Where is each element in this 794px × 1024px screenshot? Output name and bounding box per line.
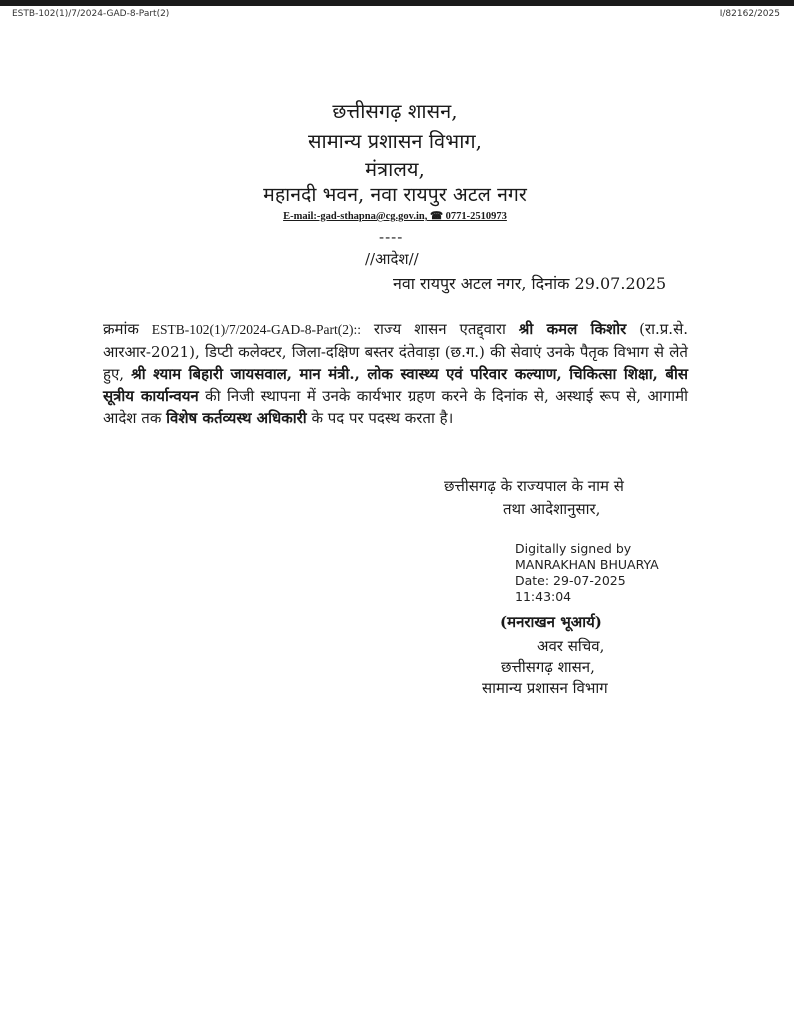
body-text-1: राज्य शासन एतद्द्वारा [361,320,519,338]
post-title: विशेष कर्तव्यस्थ अधिकारी [166,409,307,427]
top-border [0,0,794,6]
signatory-department: सामान्य प्रशासन विभाग [482,679,608,697]
digital-signature-date: Date: 29-07-2025 [515,573,626,588]
officer-name: श्री कमल किशोर [518,320,627,338]
reference-number-right: I/82162/2025 [719,9,780,19]
body-text-4: के पद पर पदस्थ करता है। [306,409,454,427]
place-and-date: नवा रायपुर अटल नगर, दिनांक 29.07.2025 [393,274,667,293]
order-number: ESTB-102(1)/7/2024-GAD-8-Part(2):: [151,322,362,337]
minister-details: श्री श्याम बिहारी जायसवाल, मान मंत्री., लोक स्वास्थ्य एवं परिवार कल्याण, चिकित्सा शिक्षा, बीस सूत्रीय कार्यान्वयन [103,365,688,405]
digital-signature-time: 11:43:04 [515,589,572,604]
kramank-label: क्रमांक [103,320,139,338]
reference-number-left: ESTB-102(1)/7/2024-GAD-8-Part(2) [12,9,170,19]
authority-line-1: छत्तीसगढ़ के राज्यपाल के नाम से [444,477,624,495]
office-line-secretariat: मंत्रालय, [365,157,425,181]
contact-line: E-mail:-gad-sthapna@cg.gov.in, ☎ 0771-2510973 [283,211,507,222]
body-text-2: (रा.प्र.से. आरआर-2021), डिप्टी कलेक्टर, जिला-दक्षिण बस्तर दंतेवाड़ा (छ.ग.) की सेवाएं उनके पैतृक विभाग से लेते हुए, [103,320,688,383]
divider-dashes: ---- [379,228,404,246]
digital-signature-name: MANRAKHAN BHUARYA [515,557,659,572]
signatory-government: छत्तीसगढ़ शासन, [501,658,595,676]
office-line-department: सामान्य प्रशासन विभाग, [308,129,482,153]
digital-signature-label: Digitally signed by [515,541,632,556]
office-line-address: महानदी भवन, नवा रायपुर अटल नगर [263,183,527,206]
order-body [103,318,688,429]
signatory-name: (मनराखन भूआर्य) [500,613,602,631]
authority-line-2: तथा आदेशानुसार, [503,500,601,518]
order-title: //आदेश// [365,250,419,268]
office-line-government: छत्तीसगढ़ शासन, [332,99,458,123]
digital-signature-block [515,541,659,605]
body-text-3: की निजी स्थापना में उनके कार्यभार ग्रहण करने के दिनांक से, अस्थाई रूप से, आगामी आदेश तक [103,387,688,427]
signatory-designation: अवर सचिव, [537,637,605,655]
